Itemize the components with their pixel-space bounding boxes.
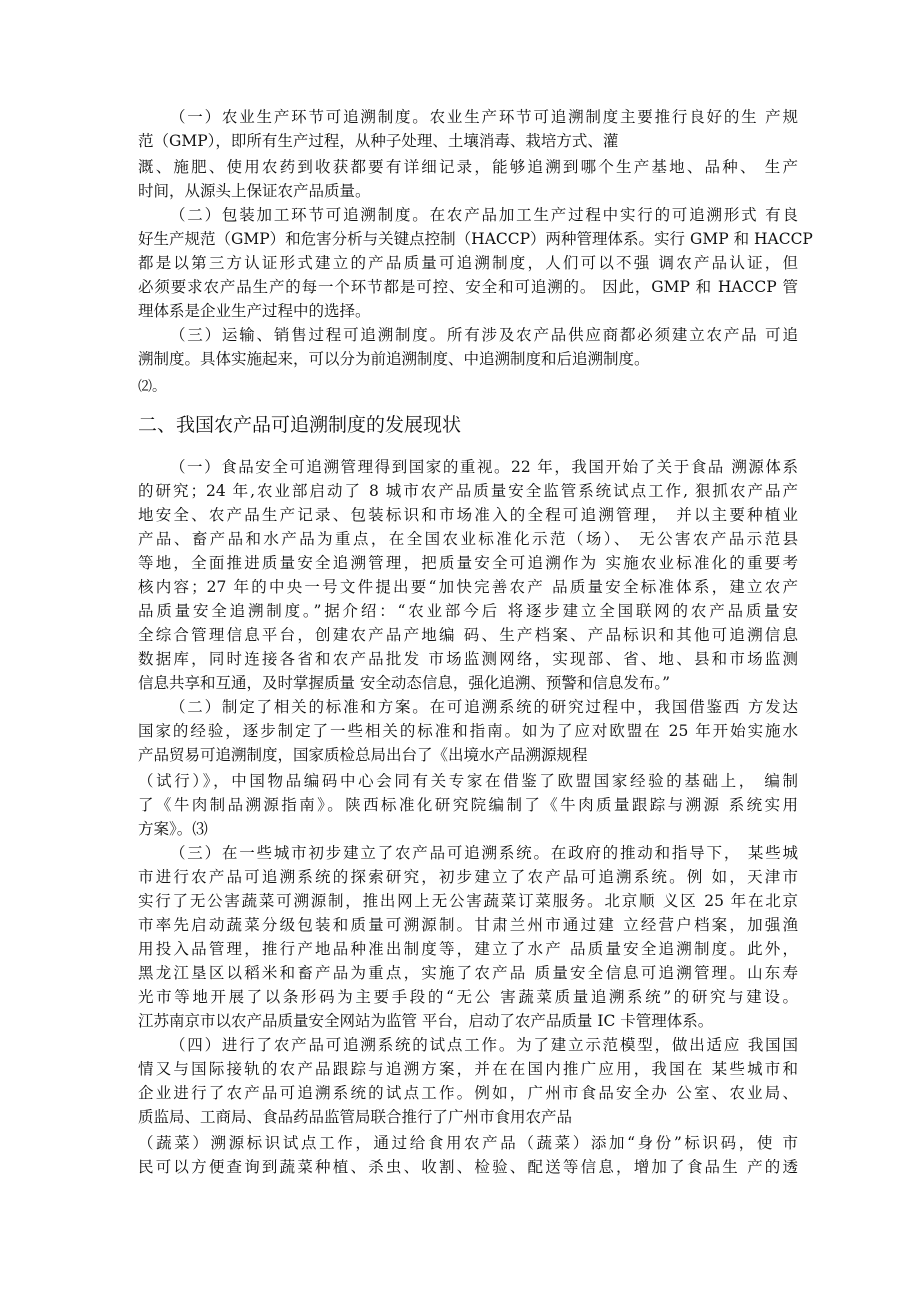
paragraph-line: 光市等地开展了以条形码为主要手段的“无公 害蔬菜质量追溯系统”的研究与建设。 [138,988,798,1006]
paragraph-line: 质监局、工商局、食品药品监管局联合推行了广州市食用农产品 [138,1108,573,1126]
paragraph-line: （三）在一些城市初步建立了农产品可追溯系统。在政府的推动和指导下， 某些城 [170,844,798,862]
paragraph-line: 的研究；24 年,农业部启动了 8 城市农产品质量安全监管系统试点工作, 狠抓农产品产 [138,482,798,500]
paragraph-line: 江苏南京市以农产品质量安全网站为监管 平台，启动了农产品质量 IC 卡管理体系。 [138,1012,714,1030]
paragraph-line: （四）进行了农产品可追溯系统的试点工作。为了建立示范模型，做出适应 我国国 [170,1036,798,1054]
paragraph-line: 民可以方便查询到蔬菜种植、杀虫、收割、检验、配送等信息，增加了食品生 产的透 [138,1158,798,1176]
paragraph-line: 市率先启动蔬菜分级包装和质量可溯源制。甘肃兰州市通过建 立经营户档案，加强渔 [138,916,798,934]
paragraph-line: 地安全、农产品生产记录、包装标识和市场准入的全程可追溯管理， 并以主要种植业 [138,506,798,524]
paragraph-line: （二）包装加工环节可追溯制度。在农产品加工生产过程中实行的可追溯形式 有良 [170,206,798,224]
paragraph-line: 范（GMP），即所有生产过程，从种子处理、土壤消毒、栽培方式、灌 [138,132,619,150]
paragraph-line: 溉、施肥、使用农药到收获都要有详细记录，能够追溯到哪个生产基地、品种、 生产 [138,158,798,176]
paragraph-line: 了《牛肉制品溯源指南》。陕西标准化研究院编制了《牛肉质量跟踪与溯源 系统实用 [138,796,798,814]
paragraph-line: 核内容；27 年的中央一号文件提出要“加快完善农产 品质量安全标准体系，建立农产 [138,578,798,596]
paragraph-line: （蔬菜）溯源标识试点工作，通过给食用农产品（蔬菜）添加“身份”标识码，使 市 [138,1134,798,1152]
paragraph-line: （一）食品安全可追溯管理得到国家的重视。22 年，我国开始了关于食品 溯源体系 [170,458,798,476]
paragraph-line: 市进行农产品可追溯系统的探索研究，初步建立了农产品可追溯系统。例 如，天津市 [138,868,798,886]
paragraph-line: 等地，全面推进质量安全追溯管理，把质量安全可追溯作为 实施农业标准化的重要考 [138,554,798,572]
paragraph-line: 用投入品管理，推行产地品种准出制度等，建立了水产 品质量安全追溯制度。此外， [138,940,798,958]
paragraph-line: 产品、畜产品和水产品为重点，在全国农业标准化示范（场）、 无公害农产品示范县 [138,530,798,548]
paragraph-line: 产品贸易可追溯制度，国家质检总局出台了《出境水产品溯源规程 [138,746,588,764]
paragraph-line: 理体系是企业生产过程中的选择。 [138,302,371,320]
paragraph-line: 数据库，同时连接各省和农产品批发 市场监测网络，实现部、省、地、县和市场监测 [138,650,798,668]
paragraph-line: （一）农业生产环节可追溯制度。农业生产环节可追溯制度主要推行良好的生 产规 [170,108,798,126]
paragraph-line: 都是以第三方认证形式建立的产品质量可追溯制度，人们可以不强 调农产品认证，但 [138,254,798,272]
paragraph-line: （二）制定了相关的标准和方案。在可追溯系统的研究过程中，我国借鉴西 方发达 [170,698,798,716]
paragraph-line: 国家的经验，逐步制定了一些相关的标准和指南。如为了应对欧盟在 25 年开始实施水 [138,722,798,740]
section-heading: 二、我国农产品可追溯制度的发展现状 [138,414,462,436]
paragraph-line: 情又与国际接轨的农产品跟踪与追溯方案，并在在国内推广应用，我国在 某些城市和 [138,1060,798,1078]
paragraph-line: 品质量安全追溯制度。”据介绍：“农业部今后 将逐步建立全国联网的农产品质量安 [138,602,798,620]
paragraph-line: 信息共享和互通，及时掌握质量 安全动态信息，强化追溯、预警和信息发布。” [138,674,671,692]
paragraph-line: 必须要求农产品生产的每一个环节都是可控、安全和可追溯的。 因此，GMP 和 HACCP 管 [138,278,798,296]
paragraph-line: 溯制度。具体实施起来，可以分为前追溯制度、中追溯制度和后追溯制度。 [138,350,650,368]
paragraph-line: 全综合管理信息平台，创建农产品产地编 码、生产档案、产品标识和其他可追溯信息 [138,626,798,644]
paragraph-line: 时间，从源头上保证农产品质量。 [138,182,371,200]
paragraph-line: （三）运输、销售过程可追溯制度。所有涉及农产品供应商都必须建立农产品 可追 [170,326,798,344]
footnote-marker: ⑵。 [138,379,166,395]
paragraph-line: 实行了无公害蔬菜可溯源制，推出网上无公害蔬菜订菜服务。北京顺 义区 25 年在北京 [138,892,798,910]
paragraph-line: （试行）》，中国物品编码中心会同有关专家在借鉴了欧盟国家经验的基础上， 编制 [138,772,798,790]
paragraph-line: 企业进行了农产品可追溯系统的试点工作。例如，广州市食品安全办 公室、农业局、 [138,1084,798,1102]
paragraph-line: 方案》。⑶ [138,820,208,838]
paragraph-line: 黑龙江垦区以稻米和畜产品为重点，实施了农产品 质量安全信息可追溯管理。山东寿 [138,964,798,982]
paragraph-line: 好生产规范（GMP）和危害分析与关键点控制（HACCP）两种管理体系。实行 GMP 和 HACCP [138,230,813,248]
